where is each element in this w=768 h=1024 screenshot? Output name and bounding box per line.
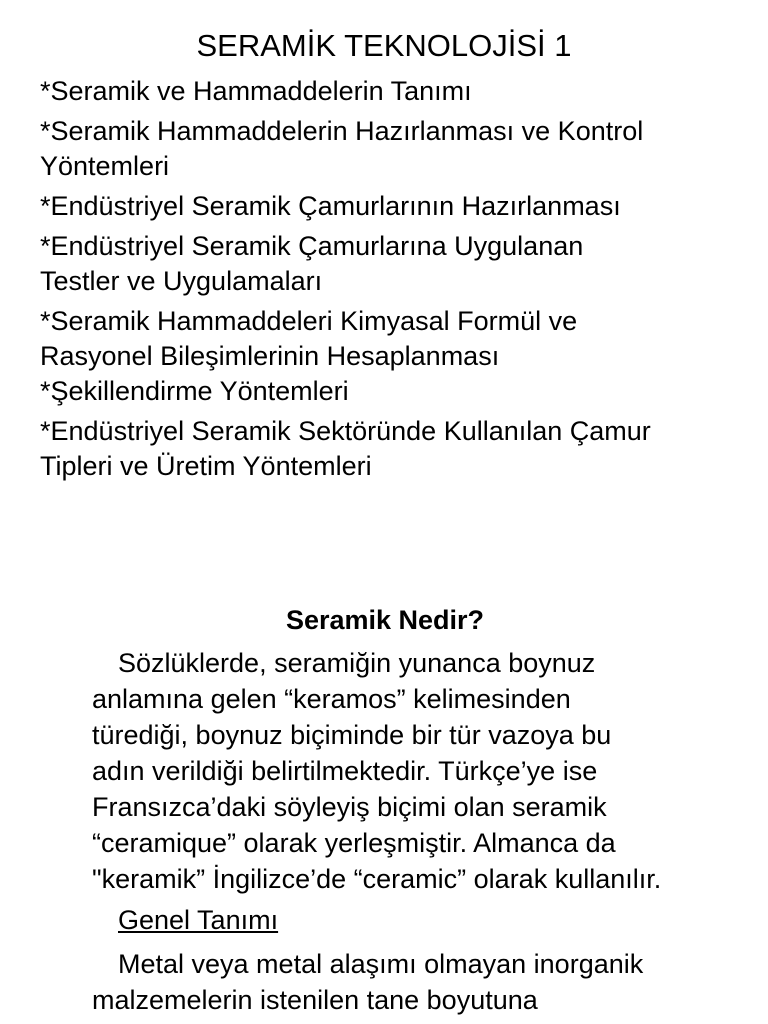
paragraph-line: Metal veya metal alaşımı olmayan inorganik <box>118 949 644 979</box>
paragraph-line: anlamına gelen “keramos” kelimesinden <box>92 684 571 714</box>
paragraph-line: "keramik” İngilizce’de “ceramic” olarak kullanılır. <box>92 864 662 894</box>
topic-line: *Endüstriyel Seramik Sektöründe Kullanılan Çamur <box>40 416 651 446</box>
topic-list <box>40 74 740 489</box>
general-definition-paragraph <box>92 946 752 1018</box>
topic-item <box>40 114 740 184</box>
topic-line: *Seramik ve Hammaddelerin Tanımı <box>40 76 472 106</box>
paragraph-line: “ceramique” olarak yerleşmiştir. Almanca da <box>92 828 616 858</box>
topic-line: Testler ve Uygulamaları <box>40 266 323 296</box>
paragraph-line: Fransızca’daki söyleyiş biçimi olan seramik <box>92 792 607 822</box>
paragraph-line: malzemelerin istenilen tane boyutuna <box>92 985 538 1015</box>
paragraph-line: Sözlüklerde, seramiğin yunanca boynuz <box>118 648 596 678</box>
topic-line: Tipleri ve Üretim Yöntemleri <box>40 451 372 481</box>
topic-item <box>40 189 740 224</box>
subheading: Genel Tanımı <box>118 905 279 935</box>
topic-item <box>40 74 740 109</box>
topic-line: *Şekillendirme Yöntemleri <box>40 376 349 406</box>
topic-line: *Seramik Hammaddelerin Hazırlanması ve Kontrol <box>40 116 644 146</box>
topic-line: *Endüstriyel Seramik Çamurlarına Uygulanan <box>40 231 584 261</box>
paragraph-line: adın verildiği belirtilmektedir. Türkçe’ye ise <box>92 756 598 786</box>
topic-item <box>40 304 740 374</box>
topic-line: *Endüstriyel Seramik Çamurlarının Hazırlanması <box>40 191 621 221</box>
topic-item <box>40 414 740 484</box>
topic-line: Rasyonel Bileşimlerinin Hesaplanması <box>40 341 500 371</box>
topic-line: Yöntemleri <box>40 151 170 181</box>
topic-item <box>40 374 740 409</box>
paragraph-line: türediği, boynuz biçiminde bir tür vazoya bu <box>92 720 612 750</box>
section-heading: Seramik Nedir? <box>285 605 485 635</box>
topic-item <box>40 229 740 299</box>
definition-paragraph <box>92 645 752 897</box>
document-title: SERAMİK TEKNOLOJİSİ 1 <box>196 28 572 63</box>
topic-line: *Seramik Hammaddeleri Kimyasal Formül ve <box>40 306 578 336</box>
